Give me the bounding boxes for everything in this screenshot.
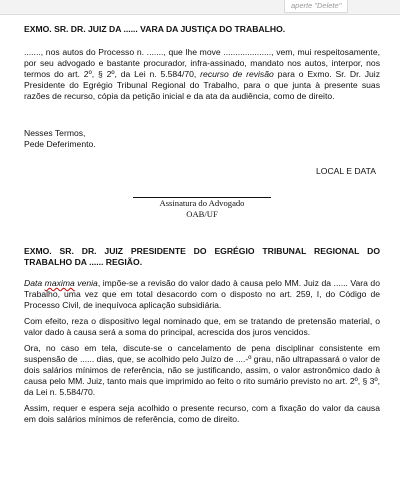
data-venia-rest: , impõe-se a revisão do valor dado à causa pelo MM. Juiz da ...... Vara do Trabalho, uma vez que em total desacordo com o disposto no art. 259, I, do Código de Processo Civil, de inequívoca aplicação subsidiária.: [24, 278, 380, 310]
paragraph-petition: [24, 47, 380, 102]
maxima-misspelled-word: maxima: [44, 278, 75, 288]
local-e-data: LOCAL E DATA: [315, 166, 376, 176]
paragraph-com-efeito: Com efeito, reza o dispositivo legal nominado que, em se tratando de pretensão material, o valor dado à causa será a soma do principal, acrescida dos juros vencidos.: [24, 316, 380, 337]
signature-oab: OAB/UF: [186, 209, 218, 219]
signature-block: [24, 197, 380, 220]
signature-label: Assinatura do Advogado: [159, 198, 245, 208]
data-venia-italic: [24, 278, 98, 288]
top-toolbar: [0, 0, 400, 15]
document-body[interactable]: [24, 24, 380, 430]
paragraph-assim-requer: Assim, requer e espera seja acolhido o presente recurso, com a fixação do valor da causa em dois salários mínimos de referência, como de direito.: [24, 403, 380, 424]
petition-recurso-italic: recurso de revisão: [200, 69, 274, 79]
delete-hint-tooltip: aperte "Delete": [284, 0, 348, 13]
paragraph-ora-no-caso: Ora, no caso em tela, discute-se o cancelamento de pena disciplinar consistente em suspensão de ...... dias, que, se acolhido pelo Juízo de ....-º grau, não ultrapassará o valor de dois salários mínimos de referência, não se justificando, assim, o valor astronômico dado à causa pelo MM. Juiz, tanto mais que imprimido ao feito o rito sumário previsto no art. 2º, § 3º, da Lei n. 5.584/70.: [24, 343, 380, 397]
petition-text-end: para o Exmo. Sr. Dr. Juiz Presidente do Egrégio Tribunal Regional do Trabalho, para o que junta à presente suas razões de recurso, cópia da petição inicial e da ata da audiência, como de direito.: [24, 69, 380, 101]
closing-pede-deferimento: Pede Deferimento.: [24, 139, 96, 149]
address-heading-tribunal: EXMO. SR. DR. JUIZ PRESIDENTE DO EGRÉGIO TRIBUNAL REGIONAL DO TRABALHO DA ...... REGIÃO.: [24, 246, 380, 267]
paragraph-data-venia: [24, 278, 380, 311]
petition-text-start: ......., nos autos do Processo n. ......., que lhe move ...................., vem, mui respeitosamente, por seu advogado e bastante procurador, infra-assinado, mandato nos autos, interpor, nos termos do art. 2º, § 2º, da Lei n. 5.584/70,: [24, 47, 380, 79]
appeal-reasons-section: [24, 278, 380, 425]
data-word: Data: [24, 278, 45, 288]
address-heading-vara: EXMO. SR. DR. JUIZ DA ...... VARA DA JUSTIÇA DO TRABALHO.: [24, 24, 286, 34]
closing-nesses-termos: Nesses Termos,: [24, 128, 86, 138]
venia-word: venia: [74, 278, 98, 288]
